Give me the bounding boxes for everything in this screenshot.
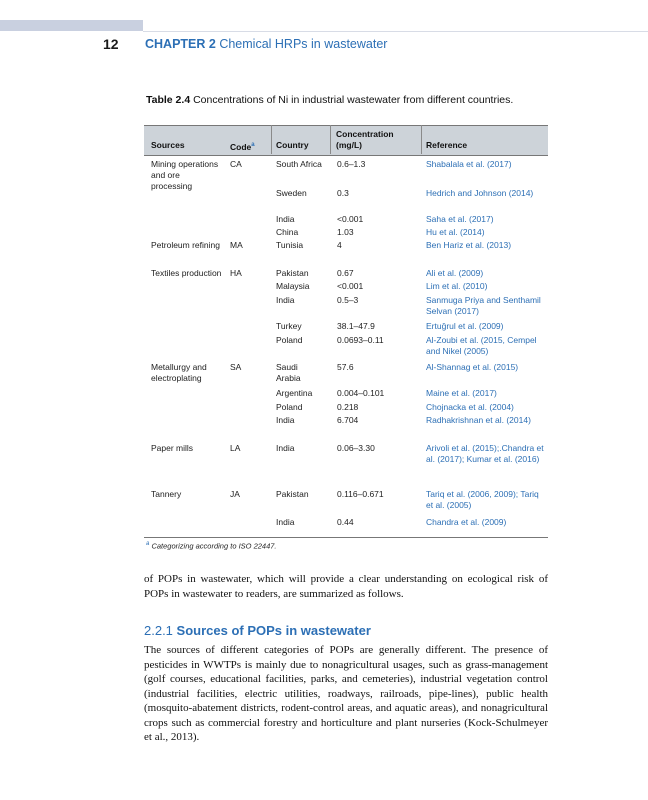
cell-reference: Shabalala et al. (2017) bbox=[426, 159, 512, 169]
cell-concentration: 0.44 bbox=[337, 517, 354, 527]
cell-country: India bbox=[276, 214, 295, 224]
table-caption bbox=[146, 94, 536, 107]
header-color-bar bbox=[0, 20, 143, 31]
cell-code: MA bbox=[230, 240, 243, 250]
chapter-title: Chemical HRPs in wastewater bbox=[219, 37, 388, 51]
cell-country: India bbox=[276, 517, 295, 527]
cell-country: Sweden bbox=[276, 188, 307, 198]
section-title: Sources of POPs in wastewater bbox=[176, 623, 371, 638]
table-header-row bbox=[144, 125, 548, 156]
cell-reference: Saha et al. (2017) bbox=[426, 214, 494, 224]
page-number: 12 bbox=[103, 36, 119, 52]
cell-concentration: 0.218 bbox=[337, 402, 359, 412]
cell-concentration: 57.6 bbox=[337, 362, 354, 372]
cell-country: Tunisia bbox=[276, 240, 304, 250]
section-number: 2.2.1 bbox=[144, 623, 173, 638]
cell-reference: Chojnacka et al. (2004) bbox=[426, 402, 514, 412]
cell-reference: Maine et al. (2017) bbox=[426, 388, 497, 398]
cell-reference: Tariq et al. (2006, 2009); Tariq et al. (2005) bbox=[426, 489, 539, 510]
cell-concentration: <0.001 bbox=[337, 214, 364, 224]
cell-reference: Al-Shannag et al. (2015) bbox=[426, 362, 519, 372]
cell-reference: Chandra et al. (2009) bbox=[426, 517, 507, 527]
cell-country: Turkey bbox=[276, 321, 302, 331]
cell-concentration: <0.001 bbox=[337, 281, 364, 291]
running-header bbox=[145, 37, 387, 51]
cell-source: Mining operations and ore processing bbox=[151, 159, 219, 191]
cell-country: Malaysia bbox=[276, 281, 310, 291]
cell-reference: Radhakrishnan et al. (2014) bbox=[426, 415, 531, 425]
cell-country: Pakistan bbox=[276, 268, 309, 278]
cell-concentration: 6.704 bbox=[337, 415, 359, 425]
header-divider bbox=[421, 125, 422, 154]
cell-code: CA bbox=[230, 159, 242, 169]
cell-country: Saudi Arabia bbox=[276, 362, 301, 383]
cell-concentration: 0.004–0.101 bbox=[337, 388, 385, 398]
cell-country: South Africa bbox=[276, 159, 322, 169]
cell-country: Pakistan bbox=[276, 489, 309, 499]
cell-code: LA bbox=[230, 443, 241, 453]
cell-country: Argentina bbox=[276, 388, 313, 398]
cell-reference: Hedrich and Johnson (2014) bbox=[426, 188, 534, 198]
footnote-marker: a bbox=[146, 541, 150, 547]
header-code: Code$^a$ bbox=[230, 141, 255, 152]
cell-concentration: 38.1–47.9 bbox=[337, 321, 375, 331]
cell-reference: Arivoli et al. (2015);.Chandra et al. (2017); Kumar et al. (2016) bbox=[426, 443, 544, 464]
header-country: Country bbox=[276, 140, 309, 150]
cell-concentration: 0.116–0.671 bbox=[337, 489, 384, 499]
cell-concentration: 0.5–3 bbox=[337, 295, 359, 305]
cell-concentration: 0.0693–0.11 bbox=[337, 335, 384, 345]
cell-reference: Lim et al. (2010) bbox=[426, 281, 488, 291]
table-bottom-rule bbox=[144, 537, 548, 538]
cell-code: JA bbox=[230, 489, 240, 499]
cell-concentration: 1.03 bbox=[337, 227, 354, 237]
cell-reference: Hu et al. (2014) bbox=[426, 227, 485, 237]
cell-country: Poland bbox=[276, 402, 303, 412]
cell-country: Poland bbox=[276, 335, 303, 345]
cell-code: SA bbox=[230, 362, 242, 372]
cell-source: Paper mills bbox=[151, 443, 194, 453]
cell-country: India bbox=[276, 443, 295, 453]
cell-source: Petroleum refining bbox=[151, 240, 220, 250]
header-rule bbox=[143, 31, 648, 32]
cell-reference: Al-Zoubi et al. (2015, Cempel and Nikel (2005) bbox=[426, 335, 537, 356]
cell-reference: Ben Hariz et al. (2013) bbox=[426, 240, 512, 250]
cell-concentration: 0.67 bbox=[337, 268, 354, 278]
header-sources: Sources bbox=[151, 140, 185, 150]
nickel-concentration-table bbox=[144, 125, 548, 527]
table-caption-text: Concentrations of Ni in industrial wastewater from different countries. bbox=[193, 94, 514, 106]
header-divider bbox=[271, 125, 272, 154]
section-heading bbox=[144, 623, 371, 638]
cell-source: Textiles production bbox=[151, 268, 222, 278]
cell-code: HA bbox=[230, 268, 242, 278]
cell-country: China bbox=[276, 227, 299, 237]
table-footnote: $^a$ Categorizing according to ISO 22447. bbox=[146, 541, 277, 551]
chapter-number: CHAPTER 2 bbox=[145, 37, 216, 51]
cell-concentration: 0.06–3.30 bbox=[337, 443, 375, 453]
table-caption-label: Table 2.4 bbox=[146, 94, 191, 106]
cell-concentration: 0.3 bbox=[337, 188, 349, 198]
cell-concentration: 0.6–1.3 bbox=[337, 159, 366, 169]
cell-reference: Ertuğrul et al. (2009) bbox=[426, 321, 504, 331]
header-divider bbox=[330, 125, 331, 154]
body-paragraph-2: The sources of different categories of POPs are generally different. The presence of pesticides in WWTPs is mainly due to nonagricultural usages, such as grass-management (golf courses, educational facilities, parks, and cemeteries), industrial vegetation control (industrial facilities, electric utilities, roadways, railroads, pipe-lines), public health (mosquito-abatement districts, rodent-control areas, and aquatic areas), and nonagricultural crops such as commercial forestry and horticulture and plant nurseries (Kock-Schulmeyer et al., 2013). bbox=[144, 644, 548, 743]
cell-concentration: 4 bbox=[337, 240, 342, 250]
cell-country: India bbox=[276, 415, 295, 425]
cell-reference: Sanmuga Priya and Senthamil Selvan (2017) bbox=[426, 295, 541, 316]
cell-reference: Ali et al. (2009) bbox=[426, 268, 484, 278]
cell-country: India bbox=[276, 295, 295, 305]
header-code-footnote-marker: a bbox=[251, 142, 255, 148]
header-reference: Reference bbox=[426, 140, 468, 150]
cell-source: Tannery bbox=[151, 489, 182, 499]
header-concentration: Concentration (mg/L) bbox=[336, 129, 394, 150]
cell-source: Metallurgy and electroplating bbox=[151, 362, 207, 383]
body-paragraph-1: of POPs in wastewater, which will provide a clear understanding on ecological risk of POPs in wastewater to readers, are summarized as follows. bbox=[144, 573, 548, 600]
